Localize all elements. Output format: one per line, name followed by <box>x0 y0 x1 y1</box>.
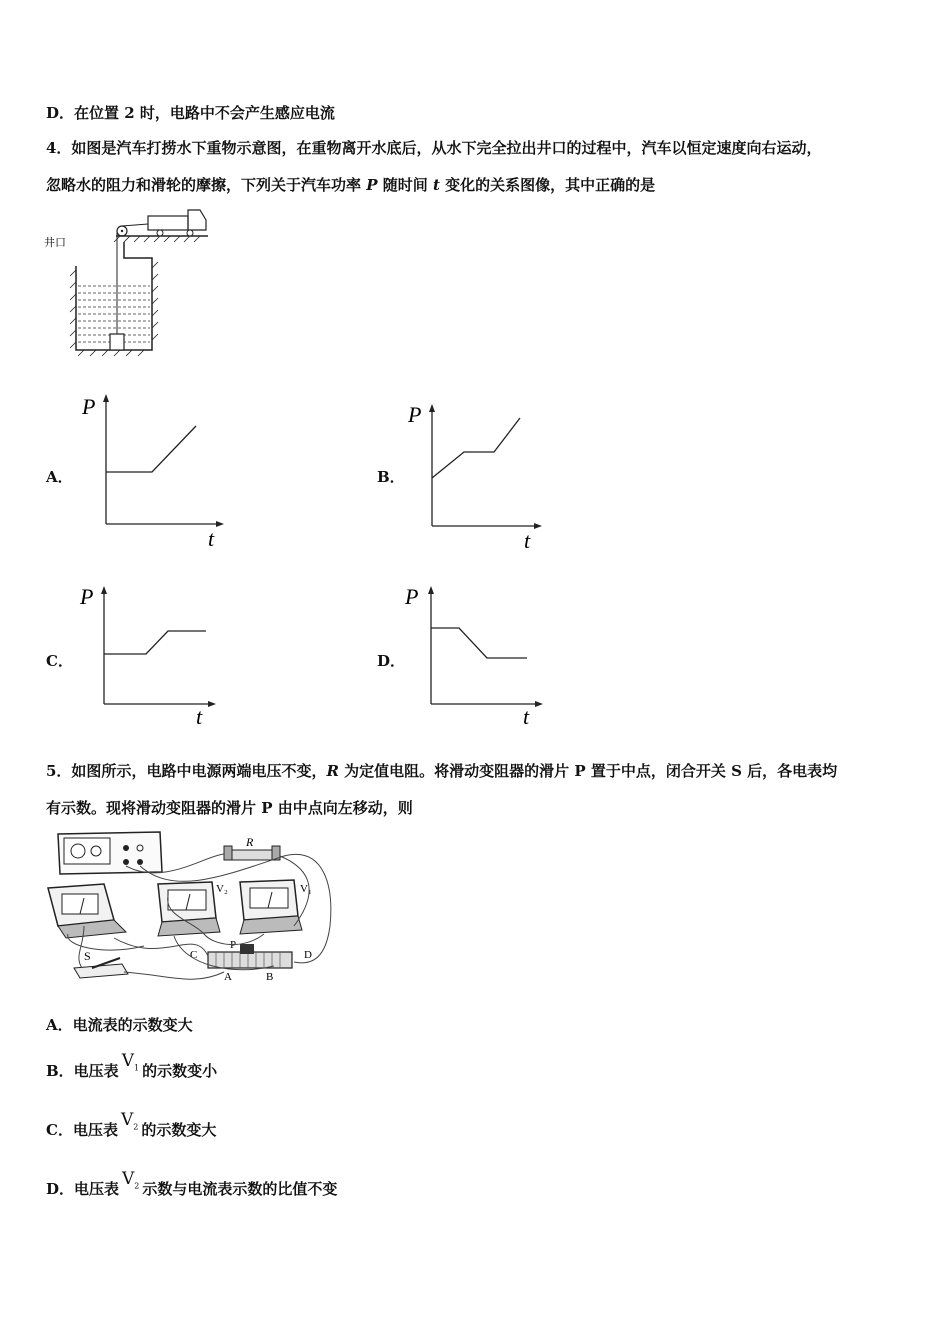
q4-option-b-label[interactable]: B． <box>377 468 405 486</box>
q5-option-a[interactable]: A．电流表的示数变大 <box>46 1016 193 1034</box>
circuit-diagram <box>44 826 344 986</box>
voltmeter-v2-symbol: $V_2$ <box>122 1169 140 1191</box>
q5-stem-line2: 有示数。现将滑动变阻器的滑片 P 由中点向左移动，则 <box>46 799 413 817</box>
y-axis-label: P <box>80 584 94 609</box>
y-axis-label: P <box>405 584 419 609</box>
y-axis-label: P <box>82 394 96 419</box>
label-v2: V₂ <box>216 883 228 895</box>
y-axis-label: P <box>408 402 422 427</box>
q4-option-c-graph[interactable] <box>68 578 238 738</box>
label-d: D <box>304 949 312 961</box>
q4-option-d-graph[interactable] <box>395 578 565 738</box>
q5-option-d[interactable]: D．电压表 $V_2$ 示数与电流表示数的比值不变 <box>46 1169 338 1198</box>
label-r: R <box>246 835 254 849</box>
q5-option-b[interactable]: B．电压表 $V_1$ 的示数变小 <box>46 1051 218 1080</box>
label-a: A <box>224 971 232 983</box>
x-axis-label: t <box>524 528 531 553</box>
q4-option-d-label[interactable]: D． <box>377 652 406 670</box>
x-axis-label: t <box>523 704 530 729</box>
q4-stem-line1: 4．如图是汽车打捞水下重物示意图，在重物离开水底后，从水下完全拉出井口的过程中，汽车以恒定速度向右运动， <box>46 139 822 157</box>
q4-option-a-graph[interactable] <box>70 390 240 550</box>
label-p: P <box>230 939 237 951</box>
power-curve <box>431 628 527 658</box>
label-v1: V₁ <box>300 883 312 895</box>
voltmeter-v2-symbol: $V_2$ <box>120 1110 139 1132</box>
label-s: S <box>84 949 91 963</box>
power-curve <box>104 631 206 654</box>
q5-stem-line1: 5．如图所示，电路中电源两端电压不变，R 为定值电阻。将滑动变阻器的滑片 P 置于中点，闭合开关 S 后，各电表均 <box>46 762 838 780</box>
well-truck-diagram <box>40 198 220 358</box>
q4-stem-line2: 忽略水的阻力和滑轮的摩擦，下列关于汽车功率 P 随时间 t 变化的关系图像，其中正确的是 <box>46 176 656 194</box>
well-label: 井口 <box>44 237 66 249</box>
power-curve <box>106 426 196 472</box>
q4-option-a-label[interactable]: A． <box>46 468 73 486</box>
label-b: B <box>266 971 274 983</box>
q4-option-c-label[interactable]: C． <box>46 652 73 670</box>
voltmeter-v1-symbol: $V_1$ <box>121 1051 140 1073</box>
q4-option-b-graph[interactable] <box>396 396 566 556</box>
x-axis-label: t <box>196 704 203 729</box>
q3-option-d: D．在位置 2 时，电路中不会产生感应电流 <box>46 104 335 122</box>
label-c: C <box>190 949 198 961</box>
x-axis-label: t <box>208 526 215 550</box>
q5-option-c[interactable]: C．电压表 $V_2$ 的示数变大 <box>46 1110 217 1139</box>
power-curve <box>432 418 520 478</box>
